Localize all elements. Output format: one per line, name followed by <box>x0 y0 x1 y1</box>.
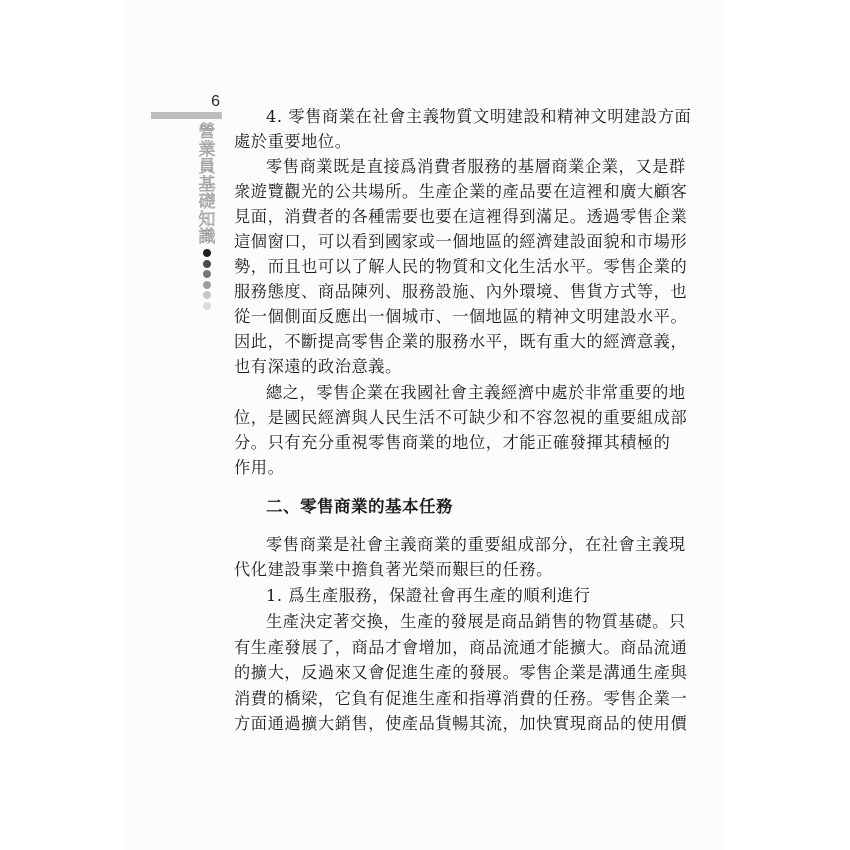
page-header-bar <box>151 112 222 119</box>
text-line: 代化建設事業中擔負著光榮而艱巨的任務。 <box>234 560 553 579</box>
text-line: 從一個側面反應出一個城市、一個地區的精神文明建設水平。 <box>234 307 688 326</box>
text-line: 作用。 <box>234 458 285 477</box>
text-line: 因此，不斷提高零售企業的服務水平，既有重大的經濟意義， <box>234 332 688 351</box>
dot-icon <box>203 249 211 257</box>
text-line: 零售商業是社會主義商業的重要組成部分，在社會主義現 <box>266 535 686 554</box>
text-line: 總之，零售企業在我國社會主義經濟中處於非常重要的地 <box>266 383 686 402</box>
numbered-subheading: 1. 爲生產服務，保證社會再生產的順利進行 <box>266 586 591 605</box>
text-line: 方面通過擴大銷售，使產品貨暢其流，加快實現商品的使用價 <box>234 714 688 733</box>
text-line: 處於重要地位。 <box>234 132 352 151</box>
text-line: 見面，消費者的各種需要也要在這裡得到滿足。透過零售企業 <box>234 207 688 226</box>
text-line: 也有深遠的政治意義。 <box>234 357 402 376</box>
text-line: 消費的橋梁，它負有促進生產和指導消費的任務。零售企業一 <box>234 689 688 708</box>
page-number: 6 <box>211 93 220 110</box>
text-line: 服務態度、商品陳列、服務設施、內外環境、售貨方式等，也 <box>234 282 688 301</box>
decorative-dots <box>201 249 213 313</box>
section-heading: 二、零售商業的基本任務 <box>266 497 453 516</box>
text-line: 勢，而且也可以了解人民的物質和文化生活水平。零售企業的 <box>234 257 688 276</box>
text-line: 位，是國民經濟與人民生活不可缺少和不容忽視的重要組成部 <box>234 408 688 427</box>
text-line: 衆遊覽觀光的公共場所。生產企業的產品要在這裡和廣大顧客 <box>234 182 688 201</box>
text-line: 這個窗口，可以看到國家或一個地區的經濟建設面貌和市場形 <box>234 232 688 251</box>
text-line: 分。只有充分重視零售商業的地位，才能正確發揮其積極的 <box>234 433 671 452</box>
dot-icon <box>203 281 211 289</box>
text-line: 生產決定著交換，生產的發展是商品銷售的物質基礎。只 <box>266 612 686 631</box>
text-line: 的擴大，反過來又會促進生產的發展。零售企業是溝通生產與 <box>234 663 688 682</box>
dot-icon <box>203 270 211 278</box>
dot-icon <box>203 291 211 299</box>
text-line: 4. 零售商業在社會主義物質文明建設和精神文明建設方面 <box>266 107 692 126</box>
book-title-vertical: 營業員基礎知識 <box>198 122 216 247</box>
text-line: 有生產發展了，商品才會增加，商品流通才能擴大。商品流通 <box>234 638 688 657</box>
text-line: 零售商業既是直接爲消費者服務的基層商業企業，又是群 <box>266 157 686 176</box>
dot-icon <box>203 302 211 310</box>
dot-icon <box>203 260 211 268</box>
